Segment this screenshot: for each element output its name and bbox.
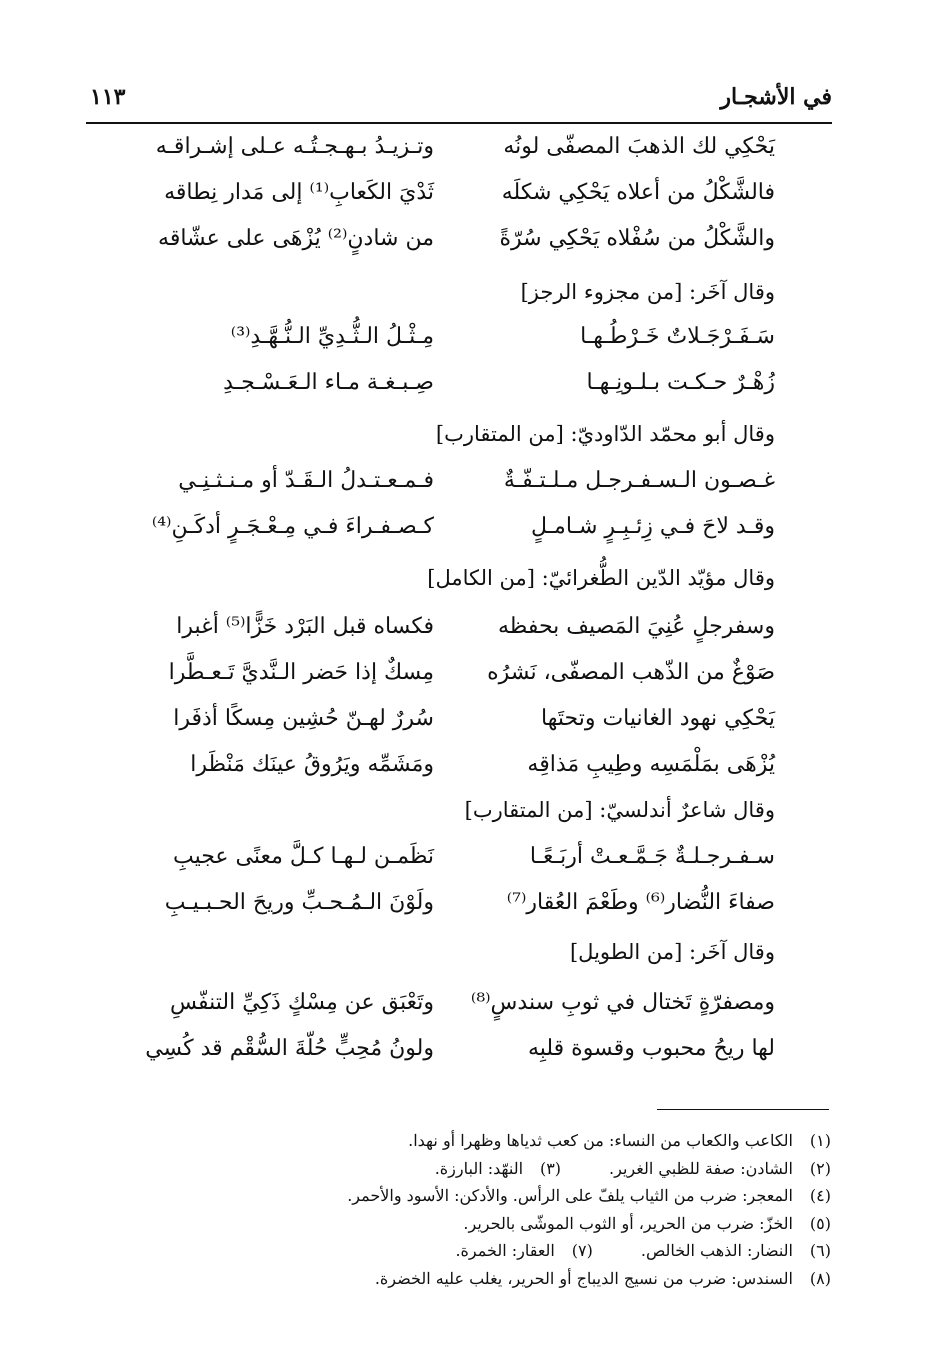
poem-intro: وقال آخَر: [من مجزوء الرجز]: [520, 280, 775, 304]
running-title: في الأشجـار: [720, 84, 832, 110]
verse-first-hemistich: صَوْغٌ من الذّهب المصفّى، نَشرُه: [487, 660, 775, 685]
footnote-text: النهّد: البارزة.: [434, 1158, 524, 1178]
footnote-number: (٣): [539, 1158, 562, 1178]
footnote-number: (٨): [809, 1268, 831, 1288]
verse-line: [0, 614, 939, 660]
verse-line: [0, 370, 939, 416]
poem-6: [0, 990, 939, 1082]
footnote: [131, 1265, 831, 1293]
verse-first-hemistich: غـصـون الـسـفـرجـل مـلـتـفّـةٌ: [503, 468, 775, 493]
verse-second-hemistich: ثَدْيَ الكَعابِ⁽¹⁾ إلى مَدار نِطاقه: [164, 180, 434, 205]
footnotes: [131, 1127, 831, 1292]
verse-line: [0, 706, 939, 752]
verse-second-hemistich: وتـزيـدُ بـهـجـتُـه عـلى إشـراقـه: [155, 134, 434, 159]
verse-first-hemistich: ومصفرّةٍ تَختال في ثوبِ سندسٍ⁽⁸⁾: [470, 990, 775, 1015]
footnote: [131, 1210, 831, 1238]
poem-5: [0, 844, 939, 936]
verse-line: [0, 226, 939, 272]
footnote-number: (٧): [571, 1241, 593, 1260]
verse-first-hemistich: يُزْهَى بمَلْمَسِه وطِيبِ مَذاقِه: [527, 752, 775, 777]
verse-line: [0, 1036, 939, 1082]
verse-line: [0, 844, 939, 890]
verse-second-hemistich: من شادنٍ⁽²⁾ يُزْهَى على عشّاقه: [158, 226, 434, 251]
footnote-separator: [657, 1109, 829, 1110]
verse-first-hemistich: زُهْـرٌ حـكـت بـلـونِـهـا: [586, 370, 775, 395]
poem-intro: وقال أبو محمّد الدّاوديّ: [من المتقارب]: [435, 422, 775, 446]
footnote-text: العقار: الخمرة.: [455, 1241, 555, 1260]
poem-intro: وقال شاعرٌ أندلسيّ: [من المتقارب]: [464, 798, 775, 822]
footnote: [131, 1155, 831, 1183]
verse-second-hemistich: ولونُ مُحِبٍّ حُلّةَ السُّقْم قد كُسِي: [145, 1036, 434, 1061]
verse-line: [0, 990, 939, 1036]
footnote: [131, 1127, 831, 1155]
verse-line: [0, 134, 939, 180]
page-number: ١١٣: [90, 84, 126, 110]
verse-first-hemistich: وسفرجلٍ عُنِيَ المَصيف بحفظه: [498, 614, 775, 639]
footnote-text: السندس: ضرب من نسيج الديباج أو الحرير، يغلب عليه الخضرة.: [374, 1268, 793, 1288]
footnote-text: الخزّ: ضرب من الحرير، أو الثوب الموشّى بالحرير.: [463, 1213, 793, 1233]
verse-line: [0, 514, 939, 560]
verse-second-hemistich: كـصـفـراءَ فـي مِـعْـجَـرٍ أدكَـنِ⁽⁴⁾: [151, 514, 434, 539]
poem-4: [0, 614, 939, 798]
poem-3: [0, 468, 939, 560]
verse-line: [0, 468, 939, 514]
footnote-text: الكاعب والكعاب من النساء: من كعب ثدياها وظهرا أو نهدا.: [408, 1131, 793, 1150]
verse-first-hemistich: صفاءَ النُّضار⁽⁶⁾ وطَعْمَ العُقار⁽⁷⁾: [506, 890, 775, 915]
verse-first-hemistich: وقـد لاحَ فـي زِئـبِـرٍ شـامـلٍ: [530, 514, 775, 539]
footnote-number: (٥): [809, 1213, 831, 1233]
verse-first-hemistich: والشَّكْلُ من سُفْلاه يَحْكِي سُرّةً: [499, 226, 775, 251]
verse-second-hemistich: وتَعْبَق عن مِسْكٍ ذَكِيِّ التنفّسِ: [169, 990, 434, 1015]
verse-second-hemistich: فكساه قبل البَرْد خَزًّا⁽⁵⁾ أغبرا: [176, 614, 434, 639]
footnote: [131, 1237, 831, 1265]
footnote-text: النضار: الذهب الخالص.: [640, 1241, 793, 1260]
footnote-text: المعجر: ضرب من الثياب يلفّ على الرأس. والأدكن: الأسود والأحمر.: [347, 1186, 793, 1205]
poem-intro: وقال مؤيّد الدّين الطُّغرائيّ: [من الكامل]: [427, 566, 775, 590]
footnote-number: (٤): [809, 1186, 831, 1205]
verse-second-hemistich: صِـبـغـة مـاء الـعَـسْـجـدِ: [223, 370, 434, 395]
verse-second-hemistich: فـمـعـتـدلُ الـقَـدّ أو مـنـثـنِـي: [178, 468, 434, 493]
page-header: [86, 82, 832, 124]
verse-first-hemistich: لها ريحُ محبوب وقسوة قلبِه: [527, 1036, 775, 1061]
footnote-text: الشادن: صفة للظبي الغرير.: [609, 1158, 793, 1178]
poem-1: [0, 134, 939, 272]
verse-second-hemistich: مِسكٌ إذا حَضر الـنَّديَّ تَـعـطَّرا: [168, 660, 434, 685]
verse-line: [0, 180, 939, 226]
verse-second-hemistich: نَظَمـن لـهـا كـلَّ معنًى عجيبِ: [172, 844, 434, 869]
footnote-number: (٢): [809, 1158, 831, 1178]
verse-line: [0, 324, 939, 370]
footnote: [131, 1182, 831, 1210]
verse-second-hemistich: ومَشَمِّه ويَرُوقُ عينَك مَنْظَرا: [190, 752, 434, 777]
footnote-number: (١): [809, 1131, 831, 1150]
verse-line: [0, 660, 939, 706]
verse-second-hemistich: ولَوْنَ الـمُـحـبِّ وريحَ الحـبـيـبِ: [164, 890, 434, 915]
verse-line: [0, 752, 939, 798]
verse-first-hemistich: يَحْكِي نهود الغانيات وتحتَها: [541, 706, 775, 731]
poem-2: [0, 324, 939, 416]
verse-second-hemistich: مِـثْـلُ الـثُّـدِيِّ الـنُّـهَّـدِ⁽³⁾: [230, 324, 434, 349]
verse-first-hemistich: فالشَّكْلُ من أعلاه يَحْكِي شكلَه: [501, 180, 775, 205]
poem-intro: وقال آخَر: [من الطويل]: [569, 940, 775, 964]
verse-first-hemistich: يَحْكِي لك الذهبَ المصفّى لونُه: [503, 134, 775, 159]
verse-line: [0, 890, 939, 936]
verse-first-hemistich: سـفـرجـلـةٌ جَـمَّـعـتْ أربَـعًـا: [529, 844, 775, 869]
footnote-number: (٦): [809, 1241, 831, 1260]
verse-first-hemistich: سَـفَـرْجَـلاتٌ خَـرْطُـهـا: [580, 324, 775, 349]
verse-second-hemistich: سُررٌ لهـنّ حُشِين مِسكًا أذفَرا: [173, 706, 434, 731]
